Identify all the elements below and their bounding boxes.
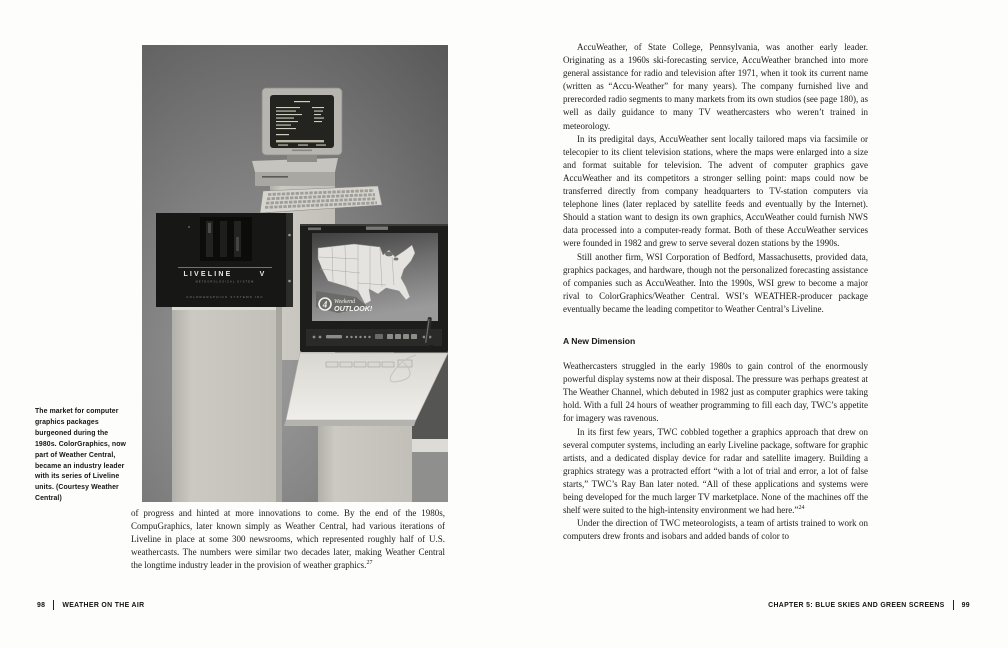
rack-title: LIVELINE — [183, 271, 233, 278]
paragraph: In its predigital days, AccuWeather sent locally tailored maps via facsimile or telecopier to its client television stations, where the maps were enlarged into a size and format suitable for television. The advent of computer graphics gave AccuWeather and its competitors a stronger selling point: maps could now be transferred directly from company headquarters to TV-station computers via telephone lines (later replaced by satellite feeds and eventually by the Internet). Should a station want to design its own graphics, AccuWeather could furnish NWS data processed into a computer-ready format. Both of these AccuWeather services were founded in 1982 and grew to serve several dozen stations by the 1990s. — [563, 133, 868, 249]
map-monitor-label — [308, 228, 321, 231]
right-page-body — [563, 41, 868, 543]
paragraph: Under the direction of TWC meteorologists, a team of artists trained to work on computers drew fronts and isobars and added bands of color to — [563, 518, 868, 542]
rack-model: V — [259, 271, 265, 278]
map-monitor-handle — [366, 227, 388, 230]
map-caption-line2: OUTLOOK! — [334, 304, 373, 313]
rack-screw — [288, 280, 291, 283]
monitor-badge — [292, 150, 312, 152]
map-caption-line1: Weekend — [334, 299, 356, 305]
map-logo: 4 — [322, 299, 328, 310]
left-pedestal-top — [172, 307, 282, 310]
paragraph: Weathercasters struggled in the early 1980s to gain control of the enormously powerful display systems now at their disposal. The pressure was perhaps greatest at The Weather Channel, which debuted in 1982 just as computer graphics were taking hold. With a full 24 hours of weather programming to fill each day, TWC’s appetite for imagery was ravenous. — [563, 361, 868, 424]
rack-screw — [288, 234, 291, 237]
map-monitor-top-highlight — [300, 224, 448, 226]
left-pedestal — [172, 307, 282, 502]
footnote-ref: 24 — [798, 505, 805, 512]
section-heading: A New Dimension — [563, 335, 636, 346]
paragraph — [563, 426, 868, 518]
left-pedestal-edge — [276, 307, 282, 502]
paragraph — [131, 507, 445, 572]
left-page-footer — [37, 600, 144, 610]
footer-divider — [953, 600, 954, 610]
footnote-ref: 27 — [366, 560, 373, 566]
footer-divider — [53, 600, 54, 610]
rack-brand: COLORGRAPHICS SYSTEMS INC — [186, 295, 264, 299]
rack-divider — [178, 267, 272, 268]
page-number: 99 — [961, 601, 970, 609]
right-page-footer — [768, 600, 970, 610]
graphics-tablet-edge — [284, 420, 416, 426]
page-number: 98 — [37, 601, 46, 609]
rack-flange — [286, 213, 293, 307]
paragraph: AccuWeather, of State College, Pennsylvania, was another early leader. Originating as a 1960s ski-forecasting service, AccuWeather branched into more general assistance for radio and television after 1971, when it took its current name (written as “Accu-Weather” for many years). The company furnished live and prerecorded radio segments to many markets from its own studios (see page 180), as well as daily guidance to many TV weathercasters who weren’t trained in meteorology. — [563, 42, 868, 131]
running-title: WEATHER ON THE AIR — [62, 601, 145, 609]
photo-caption: The market for computer graphics packages burgeoned during the 1980s. ColorGraphics, now part of Weather Central, became an industry leader with its series of Liveline units. (Courtesy Weather Central) — [35, 408, 126, 503]
running-title: CHAPTER 5: BLUE SKIES AND GREEN SCREENS — [768, 601, 945, 609]
left-page-body — [131, 507, 445, 572]
equipment-photo — [142, 45, 448, 502]
paragraph-text: In its first few years, TWC cobbled together a graphics approach that drew on several computer systems, including an early Liveline package, software for graphic artists, and a dedicated display device for radar and satellite imagery. Building a graphics strategy was a protracted effort “with a lot of trial and error, a lot of false starts,” TWC’s Ray Ban later noted. “All of these applications and systems were being developed for the much larger TV marketplace. None of the machines off the shelf were suited to the high-intensity environment we had here.” — [563, 426, 868, 516]
paragraph: Still another firm, WSI Corporation of Bedford, Massachusetts, provided data, graphics packages, and hardware, though not the personalized forecasting assistance of companies such as AccuWeather. Into the 1990s, WSI grew to become a major rival to ColorGraphics/Weather Central. WSI’s WEATHER-producer package eventually became the leading competitor to Weather Central’s Liveline. — [563, 251, 868, 314]
photo-illustration — [142, 45, 448, 502]
rack-subtitle: METEOROLOGICAL SYSTEM — [195, 280, 255, 284]
computer-cpu-front — [255, 172, 335, 186]
right-pedestal — [318, 423, 412, 502]
paragraph-text: of progress and hinted at more innovations to come. By the end of the 1980s, CompuGraphics, later known simply as Weather Central, had various iterations of Liveline in place at some 300 newsrooms, which represented roughly half of U.S. weathercasts. The numbers were similar two decades later, making Weather Central the longtime industry leader in the provision of weather graphics. — [131, 508, 445, 570]
floppy-slot — [262, 176, 288, 178]
